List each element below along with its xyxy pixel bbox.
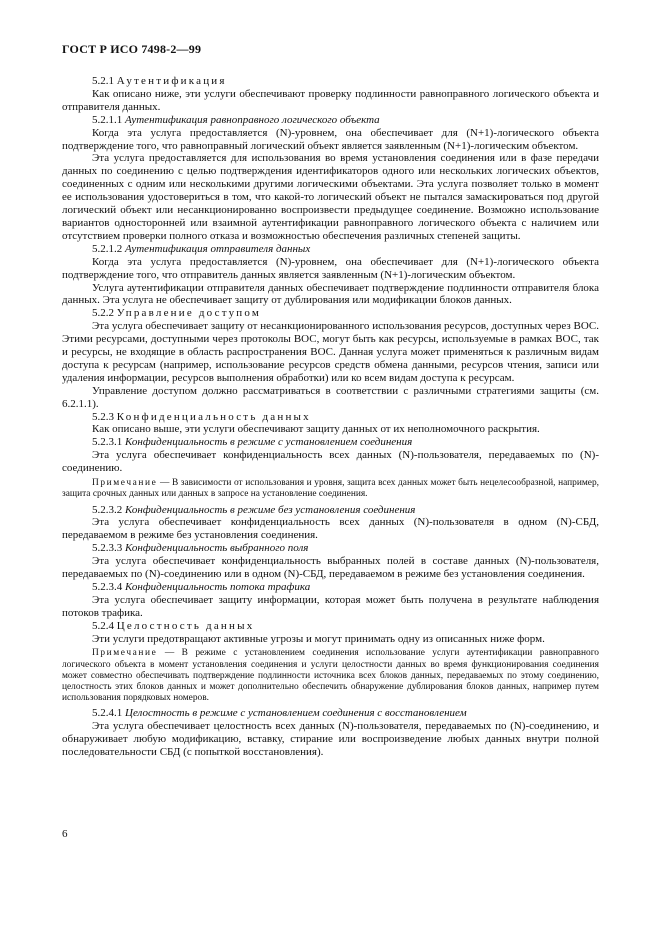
section-title: Конфиденциальность в режиме с установлением соединения [125, 436, 413, 449]
section-heading [62, 581, 599, 594]
section-heading [62, 707, 599, 720]
document-body [62, 75, 599, 759]
paragraph: Эта услуга обеспечивает защиту информации, которая может быть получена в результате наблюдения потоков трафика. [62, 593, 599, 619]
note [62, 478, 599, 500]
note-label: Примечание [92, 478, 158, 489]
paragraph: Эти услуги предотвращают активные угрозы и могут принимать одну из описанных ниже форм. [92, 632, 545, 645]
paragraph: Когда эта услуга предоставляется (N)-уровнем, она обеспечивает для (N+1)-логического объекта подтверждение того, что равноправный логический объект является заявленным (N+1)-логическим объектом. [62, 126, 599, 152]
section-number: 5.2.3.3 [92, 542, 123, 555]
section-heading [62, 504, 599, 517]
paragraph: Услуга аутентификации отправителя данных обеспечивает подтверждение подлинности отправителя блока данных. Эта услуга не обеспечивает защиту от дублирования или модификации блоков данных. [62, 281, 599, 307]
section-title: Конфиденциальность данных [116, 410, 311, 423]
section-title: Конфиденциальность в режиме без установления соединения [125, 503, 416, 516]
paragraph: Эта услуга предоставляется для использования во время установления соединения или в фазе передачи данных по соединению с целью подтверждения идентификаторов одного или нескольких логических объектов, соединенных с одним или несколькими другими логическими объектами. Эта услуга позволяет только в момент ее использования удостовериться в том, что какой-то логический объект не пытался замаскироваться под другой логический объект или несанкционированно воспроизвести предыдущее соединение. Возможно использование вариантов односторонней или взаимной аутентификации равноправного логического объекта с наличием или отсутствием проверки полного отказа и возможностью обеспечения различных степеней защиты. [62, 152, 599, 242]
section-number: 5.2.1 [92, 75, 114, 87]
note [62, 648, 599, 704]
section-title: Конфиденциальность потока трафика [125, 580, 311, 593]
section-title: Целостность данных [116, 619, 255, 632]
paragraph: Эта услуга обеспечивает защиту от несанкционированного использования ресурсов, доступных через ВОС. Этими ресурсами, доступными через протоколы ВОС, могут быть как ресурсы, используемые в рамках ВОС, так и ресурсы, не входящие в область распространения ВОС. Данная услуга может применяться к различным видам доступа к ресурсам (например, использование ресурсов средств обмена данными, ресурсов чтения, записи или удаления информации, ресурсов выполнения обработки) или ко всем видам доступа к ресурсам. [62, 320, 599, 384]
paragraph: Эта услуга обеспечивает конфиденциальность выбранных полей в составе данных (N)-пользователя, передаваемых по (N)-соединению или в одном (N)-СБД, передаваемом в режиме без установления соединения. [62, 555, 599, 581]
section-heading [62, 75, 599, 88]
section-heading [62, 620, 599, 633]
section-number: 5.2.1.1 [92, 113, 123, 126]
section-heading [62, 542, 599, 555]
section-heading [62, 243, 599, 256]
paragraph: Эта услуга обеспечивает конфиденциальность всех данных (N)-пользователя, передаваемых по (N)-соединению. [62, 449, 599, 475]
section-title: Аутентификация отправителя данных [125, 242, 311, 255]
note-text: — В зависимости от использования и уровня, защита всех данных может быть нецелесообразной, например, защита срочных данных или данных в запросе на установление соединения. [62, 478, 599, 500]
section-heading [62, 114, 599, 127]
note-text: — В режиме с установлением соединения использование услуги аутентификации равноправного логического объекта в момент установления соединения и услуги целостности данных во время функционирования соединения может совместно обеспечивать подтверждение подлинности источника всех блоков данных, передаваемых по этому соединению, целостность этих блоков данных и может дополнительно обеспечить обнаружение дублирования блоков данных, например путем использования порядковых номеров. [62, 648, 599, 704]
page-number: 6 [62, 828, 68, 840]
section-title: Аутентификация равноправного логического объекта [125, 113, 380, 126]
section-number: 5.2.3.2 [92, 503, 123, 516]
section-title: Аутентификация [116, 75, 227, 87]
section-title: Конфиденциальность выбранного поля [125, 542, 309, 555]
section-title: Целостность в режиме с установлением соединения с восстановлением [125, 707, 467, 720]
paragraph: Как описано выше, эти услуги обеспечивают защиту данных от их неполномочного раскрытия. [92, 423, 540, 436]
section-number: 5.2.1.2 [92, 242, 123, 255]
paragraph: Как описано ниже, эти услуги обеспечивают проверку подлинности равноправного логического объекта и отправителя данных. [62, 87, 599, 113]
section-number: 5.2.4.1 [92, 707, 123, 720]
paragraph: Управление доступом должно рассматриваться в соответствии с различными стратегиями защиты (см. 6.2.1.1). [62, 384, 599, 410]
section-number: 5.2.3.1 [92, 436, 123, 449]
section-title: Управление доступом [116, 307, 262, 320]
section-heading [62, 411, 599, 424]
section-heading [62, 307, 599, 320]
running-header: ГОСТ Р ИСО 7498-2—99 [62, 42, 202, 56]
paragraph: Эта услуга обеспечивает целостность всех данных (N)-пользователя, передаваемых по (N)-соединению, и обнаруживает любую модификацию, вставку, стирание или воспроизведение любых данных внутри полной последовательности СБД (с попыткой восстановления). [62, 720, 599, 759]
section-heading [62, 436, 599, 449]
section-number: 5.2.3 [92, 410, 114, 423]
section-number: 5.2.3.4 [92, 580, 123, 593]
section-number: 5.2.2 [92, 307, 114, 320]
section-number: 5.2.4 [92, 619, 114, 632]
paragraph: Эта услуга обеспечивает конфиденциальность всех данных (N)-пользователя в одном (N)-СБД, передаваемом в режиме без установления соединения. [62, 516, 599, 542]
note-label: Примечание [92, 648, 158, 659]
paragraph: Когда эта услуга предоставляется (N)-уровнем, она обеспечивает для (N+1)-логического объекта подтверждение того, что отправитель данных является заявленным (N+1)-логическим объектом. [62, 255, 599, 281]
